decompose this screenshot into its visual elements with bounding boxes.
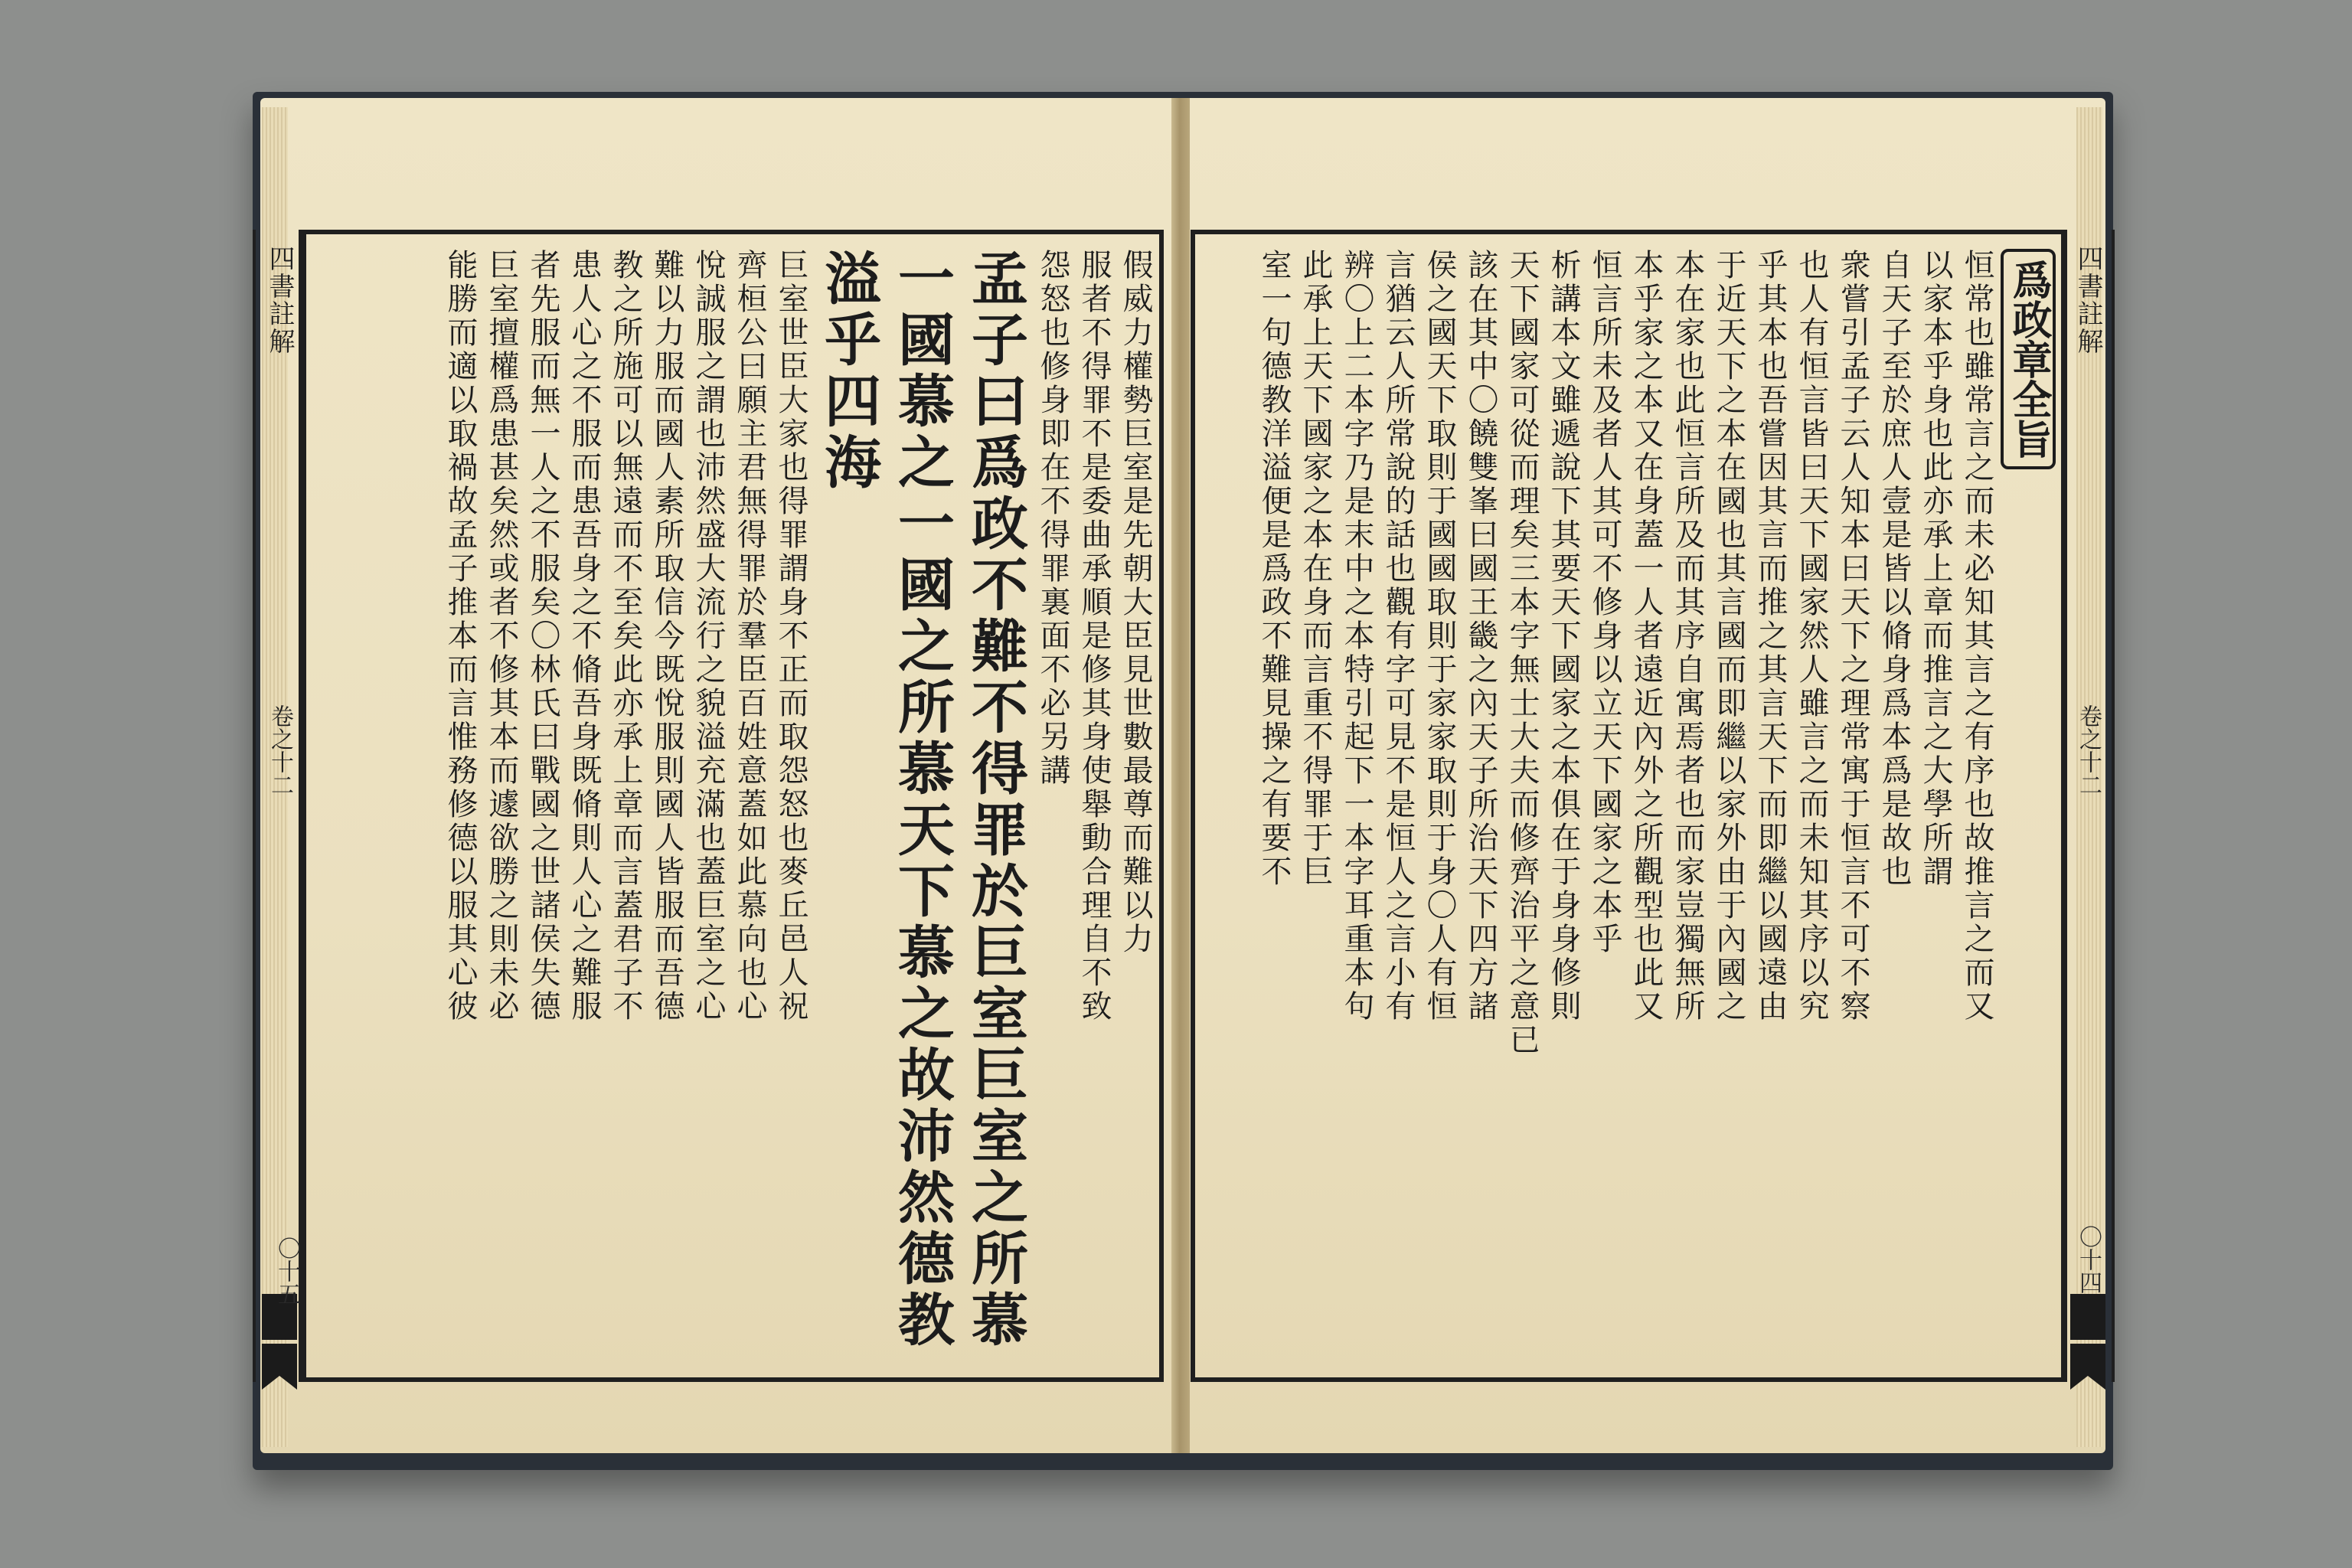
commentary-column: 患人心之不服而患吾身之不脩吾身既脩則人心之難服	[567, 249, 602, 1024]
right-folio-number: 〇十四	[2075, 1225, 2102, 1294]
commentary-column: 巨室擅權爲患甚矣然或者不修其本而遽欲勝之則未必	[484, 249, 519, 1024]
commentary-column: 室一句德教洋溢便是爲政不難見操之有要不	[1256, 249, 1292, 889]
right-hashira-folio: 卷之十二	[2075, 704, 2102, 796]
commentary-column: 衆嘗引孟子云人知本曰天下之理常寓于恒言不可不察	[1835, 249, 1870, 1024]
commentary-column: 服者不得罪不是委曲承順是修其身使舉動合理自不致	[1076, 249, 1112, 1024]
commentary-column: 恒常也雖常言之而未必知其言之有序也故推言之而又	[1959, 249, 1994, 1024]
commentary-column: 齊桓公曰願主君無得罪於羣臣百姓意蓋如此慕向也心	[732, 249, 767, 1024]
right-hashira-title: 四書註解	[2073, 245, 2103, 355]
left-hashira	[253, 230, 306, 1382]
right-page-text	[1210, 249, 2056, 1367]
commentary-column: 巨室世臣大家也得罪謂身不正而取怨怒也麥丘邑人祝	[773, 249, 808, 1024]
commentary-column: 以家本乎身也此亦承上章而推言之大學所謂	[1918, 249, 1953, 889]
commentary-column: 本乎家之本又在身蓋一人者遠近內外之所觀型也此又	[1628, 249, 1664, 1024]
commentary-column: 該在其中〇饒雙峯曰國王畿之內天子所治天下四方諸	[1463, 249, 1498, 1024]
main-text-column: 孟子曰爲政不難不得罪於巨室巨室之所慕	[962, 249, 1028, 1351]
commentary-column: 假威力權勢巨室是先朝大臣見世數最尊而難以力	[1118, 249, 1153, 956]
commentary-column: 自天子至於庶人壹是皆以脩身爲本爲是故也	[1877, 249, 1912, 889]
commentary-column: 析講本文雖遞說下其要天下國家之本俱在于身身修則	[1546, 249, 1581, 1024]
commentary-column: 乎其本也吾嘗因其言而推之其言天下而即繼以國遠由	[1753, 249, 1788, 1024]
commentary-column: 也人有恒言皆曰天下國家然人雖言之而未知其序以究	[1794, 249, 1829, 1024]
commentary-column: 能勝而適以取禍故孟子推本而言惟務修德以服其心彼	[443, 249, 478, 1024]
commentary-column: 者先服而無一人之不服矣〇林氏曰戰國之世諸侯失德	[525, 249, 560, 1024]
commentary-column: 教之所施可以無遠而不至矣此亦承上章而言蓋君子不	[608, 249, 643, 1024]
book-gutter	[1171, 98, 1190, 1453]
right-hashira	[2061, 230, 2115, 1382]
left-hashira-title: 四書註解	[264, 245, 295, 355]
commentary-column: 辨〇上二本字乃是末中之本特引起下一本字耳重本句	[1339, 249, 1374, 1024]
left-page-text	[314, 249, 1156, 1367]
commentary-column: 言猶云人所常說的話也觀有字可見不是恒人之言小有	[1380, 249, 1416, 1024]
chapter-heading: 爲政章全旨	[2001, 249, 2056, 469]
fish-tail-mark	[2070, 1294, 2105, 1340]
left-hashira-folio: 卷之十二	[266, 704, 293, 796]
left-folio-number: 〇十五	[273, 1236, 300, 1305]
commentary-column: 于近天下之本在國也其言國而即繼以家外由于內國之	[1711, 249, 1746, 1024]
commentary-column: 天下國家可從而理矣三本字無士大夫而修齊治平之意已	[1504, 249, 1540, 1057]
commentary-column: 難以力服而國人素所取信今既悅服則國人皆服而吾德	[649, 249, 684, 1024]
main-text-column: 一國慕之一國之所慕天下慕之故沛然德教	[889, 249, 955, 1351]
commentary-column: 本在家也此恒言所及而其序自寓焉者也而家豈獨無所	[1670, 249, 1705, 1024]
commentary-column: 悅誠服之謂也沛然盛大流行之貌溢充滿也蓋巨室之心	[691, 249, 726, 1024]
commentary-column: 侯之國天下取則于國國取則于家家取則于身〇人有恒	[1422, 249, 1457, 1024]
main-text-column: 溢乎四海	[815, 249, 881, 494]
commentary-column: 怨怒也修身即在不得罪裏面不必另講	[1035, 249, 1070, 788]
commentary-column: 此承上天下國家之本在身而言重不得罪于巨	[1298, 249, 1333, 889]
commentary-column: 恒言所未及者人其可不修身以立天下國家之本乎	[1587, 249, 1622, 956]
